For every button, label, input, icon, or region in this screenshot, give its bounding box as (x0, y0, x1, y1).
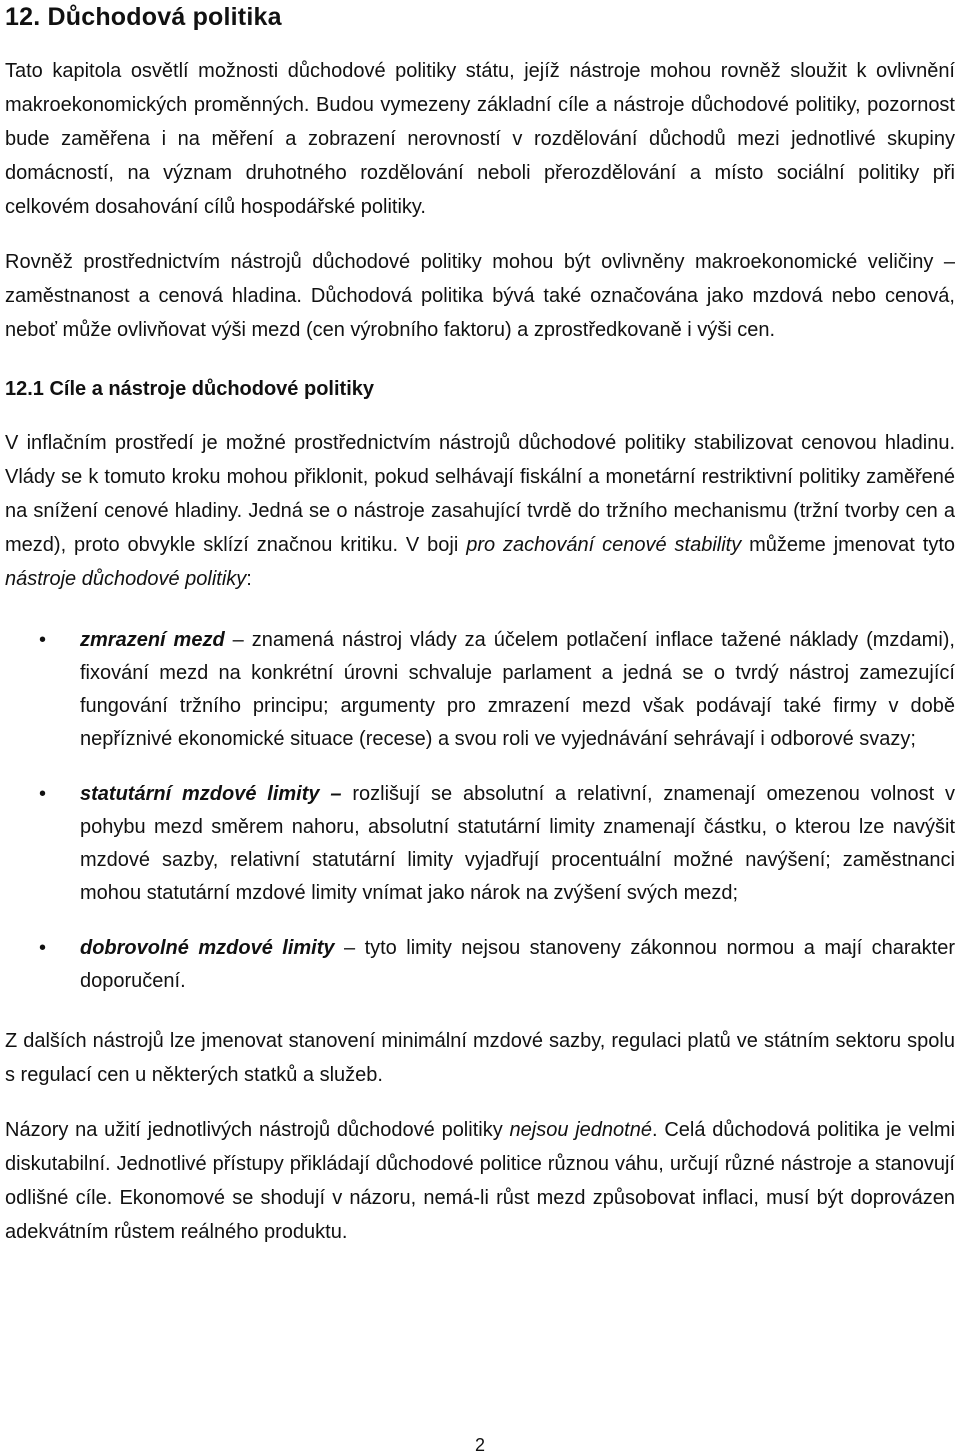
bullet-icon: • (39, 937, 47, 959)
section-paragraph-text: V inflačním prostředí je možné prostřednictvím nástrojů důchodové politiky stabilizovat cenovou hladinu. Vlády se k tomuto kroku mohou přiklonit, pokud selhávají fiskální a monetární restriktivní politiky zaměřené na snížení cenové hladiny. Jedná se o nástroje zasahující tvrdě do tržního mechanismu (tržní tvorby cen a mezd), proto obvykle sklízí značnou kritiku. V boji (5, 432, 955, 556)
bullet-item (5, 932, 955, 998)
intro-paragraph-1: Tato kapitola osvětlí možnosti důchodové politiky státu, jejíž nástroje mohou rovněž sloužit k ovlivnění makroekonomických proměnných. Budou vymezeny základní cíle a nástroje důchodové politiky, pozornost bude zaměřena i na měření a zobrazení nerovností v rozdělování důchodů mezi jednotlivé skupiny domácností, na význam druhotného rozdělování neboli přerozdělování a místo sociální politiky při celkovém dosahování cílů hospodářské politiky. (5, 60, 955, 218)
section-paragraph-text: : (246, 568, 252, 590)
closing-paragraph-2 (5, 1113, 955, 1249)
section-title: 12.1 Cíle a nástroje důchodové politiky (5, 378, 374, 400)
bullet-term: statutární mzdové limity – (80, 783, 342, 805)
section-paragraph-1 (5, 426, 955, 596)
section-paragraph-text: můžeme jmenovat tyto (741, 534, 956, 556)
bullet-icon: • (39, 629, 47, 651)
document-page (5, 0, 955, 1249)
page-number: 2 (474, 1435, 485, 1455)
closing-paragraph-text: Názory na užití jednotlivých nástrojů důchodové politiky (5, 1119, 510, 1141)
intro-paragraph-2: Rovněž prostřednictvím nástrojů důchodové politiky mohou být ovlivněny makroekonomické veličiny – zaměstnanost a cenová hladina. Důchodová politika bývá také označována jako mzdová nebo cenová, neboť může ovlivňovat výši mezd (cen výrobního faktoru) a zprostředkovaně i výši cen. (5, 251, 955, 341)
bullet-list (5, 624, 955, 998)
bullet-item (5, 624, 955, 756)
chapter-title: 12. Důchodová politika (5, 3, 282, 31)
closing-paragraph-1: Z dalších nástrojů lze jmenovat stanovení minimální mzdové sazby, regulaci platů ve státním sektoru spolu s regulací cen u některých statků a služeb. (5, 1030, 955, 1086)
closing-paragraph-text: . Celá důchodová politika je velmi diskutabilní. Jednotlivé přístupy přikládají důchodové politice různou váhu, určují různé nástroje a stanovují odlišné cíle. Ekonomové se shodují v názoru, nemá-li růst mezd způsobovat inflaci, musí být doprovázen adekvátním růstem reálného produktu. (5, 1119, 956, 1243)
bullet-icon: • (39, 783, 47, 805)
bullet-text: – znamená nástroj vlády za účelem potlačení inflace tažené náklady (mzdami), fixování mezd na konkrétní úrovni schvaluje parlament a jedná se o tvrdý nástroj zamezující fungování tržního principu; argumenty pro zmrazení mezd však podávají také firmy v době nepříznivé ekonomické situace (recese) a svou roli ve vyjednávání sehrávají i odborové svazy; (80, 629, 955, 750)
bullet-term: zmrazení mezd (80, 629, 225, 651)
bullet-term: dobrovolné mzdové limity (80, 937, 335, 959)
bullet-text: rozlišují se absolutní a relativní, znamenají omezenou volnost v pohybu mezd směrem nahoru, absolutní statutární limity znamenají částku, o kterou lze navýšit mzdové sazby, relativní statutární limity vyjadřují procentuální možné navýšení; zaměstnanci mohou statutární mzdové limity vnímat jako nárok na zvýšení svých mezd; (80, 783, 955, 904)
section-paragraph-emphasis: pro zachování cenové stability (466, 534, 742, 556)
section-paragraph-emphasis: nástroje důchodové politiky (5, 568, 247, 590)
closing-paragraph-emphasis: nejsou jednotné (509, 1119, 652, 1141)
bullet-text: – tyto limity nejsou stanoveny zákonnou normou a mají charakter doporučení. (80, 937, 955, 992)
bullet-item (5, 778, 955, 910)
